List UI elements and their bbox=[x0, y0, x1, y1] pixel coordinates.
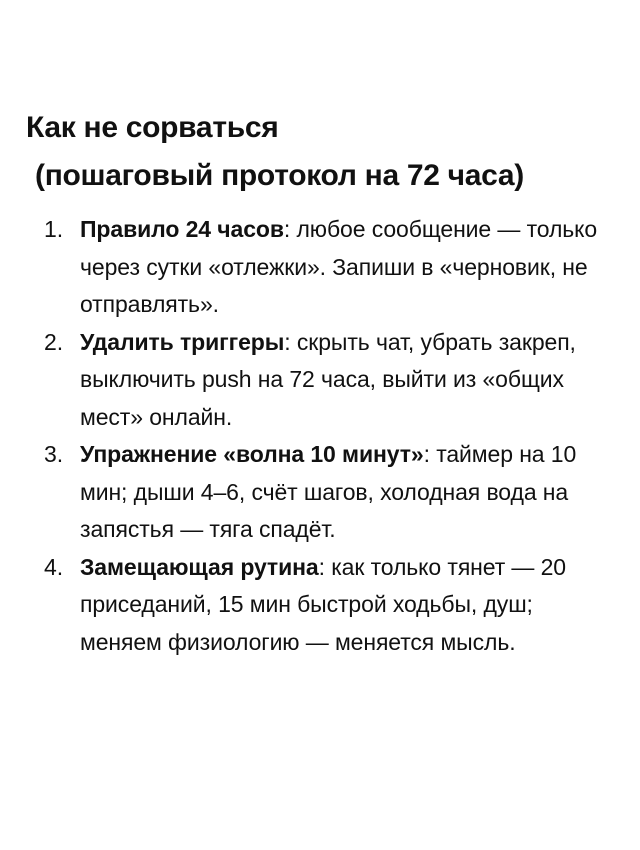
step-text: : как только тянет — 20 приседаний, 15 мин быстрой ходьбы, душ; меняем физиологию — меняется мысль. bbox=[80, 553, 567, 655]
step-title: Удалить триггеры bbox=[80, 328, 285, 355]
step-number: 1. bbox=[44, 216, 63, 242]
step-number: 2. bbox=[44, 328, 63, 355]
step-title: Правило 24 часов bbox=[80, 216, 284, 242]
step-title: Замещающая рутина bbox=[80, 553, 319, 580]
step-item-4 bbox=[0, 549, 640, 662]
step-item-1 bbox=[0, 211, 640, 324]
step-item-3 bbox=[0, 436, 640, 549]
title-line-2: (пошаговый протокол на 72 часа) bbox=[35, 159, 524, 192]
step-number: 4. bbox=[44, 553, 63, 580]
step-text: : таймер на 10 мин; дыши 4–6, счёт шагов, холодная вода на запястья — тяга спадёт. bbox=[80, 441, 577, 542]
page-title bbox=[26, 104, 626, 200]
steps-list bbox=[0, 211, 640, 661]
step-item-2 bbox=[0, 324, 640, 437]
step-number: 3. bbox=[44, 441, 63, 467]
step-text: : любое сообщение — только через сутки «отлежки». Запиши в «черновик, не отправлять». bbox=[80, 216, 598, 317]
title-line-1: Как не сорваться bbox=[26, 111, 279, 144]
step-text: : скрыть чат, убрать закреп, выключить push на 72 часа, выйти из «общих мест» онлайн. bbox=[80, 328, 576, 430]
step-title: Упражнение «волна 10 минут» bbox=[80, 441, 424, 467]
